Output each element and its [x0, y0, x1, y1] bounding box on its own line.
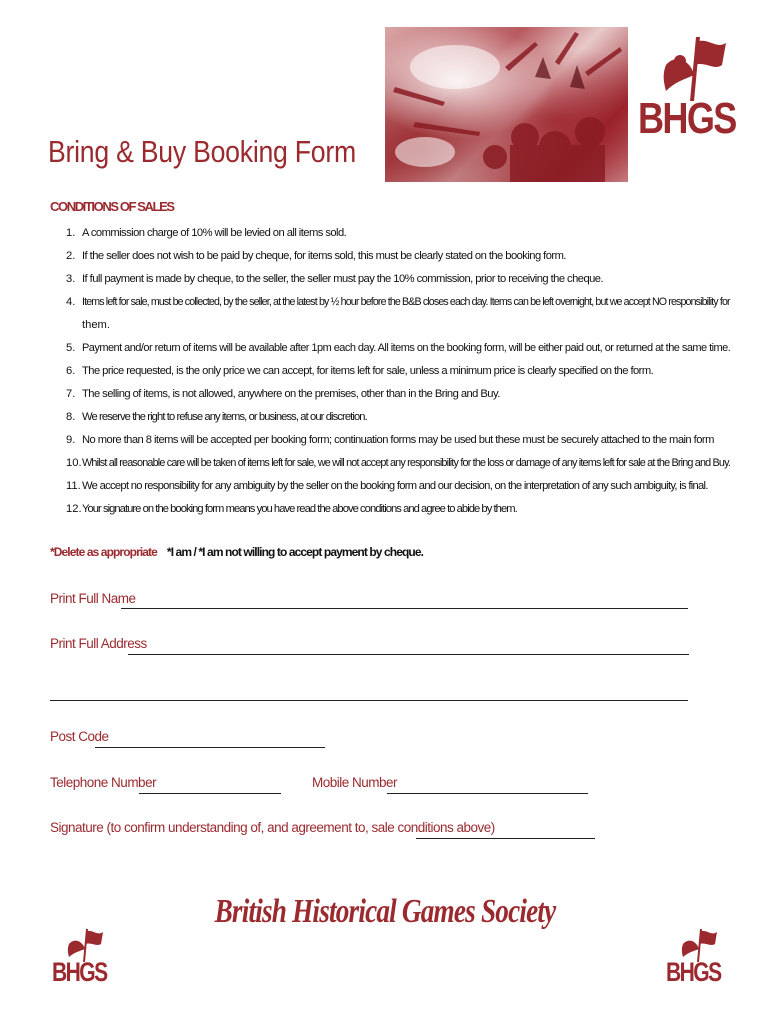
condition-number: 6. — [66, 365, 76, 377]
logo-text: BHGS — [666, 957, 721, 987]
condition-text: No more than 8 items will be accepted per booking form; continuation forms may be used but these must be securely attached to the main form — [82, 434, 714, 446]
signature-field[interactable] — [416, 838, 595, 839]
post-code-label: Post Code — [50, 729, 109, 744]
logo-text: BHGS — [52, 957, 107, 987]
payment-preference-options[interactable]: *I am / *I am not willing to accept payment by cheque. — [166, 545, 424, 559]
list-item — [50, 406, 730, 429]
condition-text: Items left for sale, must be collected, by the seller, at the latest by ½ hour before the B&B closes each day. Items can be left overnight, but we accept NO responsibility for — [82, 296, 730, 308]
bhgs-logo-bottom-right — [666, 928, 726, 998]
page-title: Bring & Buy Booking Form — [48, 134, 356, 169]
logo-text: BHGS — [638, 94, 736, 143]
telephone-label: Telephone Number — [50, 775, 157, 790]
list-item — [50, 222, 730, 245]
list-item — [50, 245, 730, 268]
mobile-field[interactable] — [387, 793, 588, 794]
condition-number: 9. — [66, 434, 76, 446]
condition-number: 7. — [66, 388, 76, 400]
delete-as-appropriate-label: *Delete as appropriate — [50, 545, 157, 559]
condition-number: 4. — [66, 296, 76, 308]
condition-text: The price requested, is the only price we can accept, for items left for sale, unless a minimum price is clearly specified on the form. — [82, 365, 654, 377]
list-item — [50, 383, 730, 406]
conditions-heading: CONDITIONS OF SALES — [50, 199, 174, 214]
address-line-2-field[interactable] — [50, 700, 688, 701]
mobile-label: Mobile Number — [312, 775, 398, 790]
payment-preference-row — [50, 545, 423, 559]
condition-text: Payment and/or return of items will be available after 1pm each day. All items on the booking form, will be either paid out, or returned at the same time. — [82, 342, 731, 354]
header-banner-image — [385, 27, 628, 182]
bhgs-logo-bottom-left — [52, 928, 112, 998]
society-name: British Historical Games Society — [214, 893, 556, 930]
full-name-label: Print Full Name — [50, 591, 136, 606]
full-address-label: Print Full Address — [50, 636, 147, 651]
list-item — [50, 268, 730, 291]
list-item — [50, 475, 730, 498]
condition-text: We accept no responsibility for any ambiguity by the seller on the booking form and our decision, on the interpretation of any such ambiguity, is final. — [82, 480, 708, 492]
list-item — [50, 498, 730, 521]
full-name-field[interactable] — [121, 608, 688, 609]
conditions-list — [50, 222, 730, 521]
condition-text: A commission charge of 10% will be levied on all items sold. — [82, 227, 347, 239]
condition-number: 3. — [66, 273, 76, 285]
condition-text: We reserve the right to refuse any items, or business, at our discretion. — [82, 411, 367, 423]
condition-text: Whilst all reasonable care will be taken of items left for sale, we will not accept any responsibility for the loss or damage of any items left for sale at the Bring and Buy. — [82, 457, 731, 469]
list-item — [50, 360, 730, 383]
post-code-field[interactable] — [95, 747, 325, 748]
condition-text-continued: them. — [82, 319, 110, 331]
condition-text: Your signature on the booking form means you have read the above conditions and agree to abide by them. — [82, 503, 517, 515]
condition-text: The selling of items, is not allowed, anywhere on the premises, other than in the Bring and Buy. — [82, 388, 500, 400]
full-address-field[interactable] — [128, 654, 689, 655]
signature-label: Signature (to confirm understanding of, and agreement to, sale conditions above) — [50, 820, 495, 835]
condition-number: 11. — [66, 480, 81, 492]
condition-text: If the seller does not wish to be paid by cheque, for items sold, this must be clearly stated on the booking form. — [82, 250, 566, 262]
list-item — [50, 452, 730, 475]
condition-text: If full payment is made by cheque, to the seller, the seller must pay the 10% commission, prior to receiving the cheque. — [82, 273, 604, 285]
condition-number: 2. — [66, 250, 76, 262]
banner-scene-graphic — [385, 27, 628, 182]
condition-number: 8. — [66, 411, 76, 423]
condition-number: 5. — [66, 342, 76, 354]
condition-number: 1. — [66, 227, 76, 239]
telephone-field[interactable] — [139, 793, 281, 794]
list-item — [50, 291, 730, 337]
condition-number: 12. — [66, 503, 82, 515]
condition-number: 10. — [66, 457, 82, 469]
bhgs-logo-top — [636, 35, 741, 170]
list-item — [50, 429, 730, 452]
list-item — [50, 337, 730, 360]
